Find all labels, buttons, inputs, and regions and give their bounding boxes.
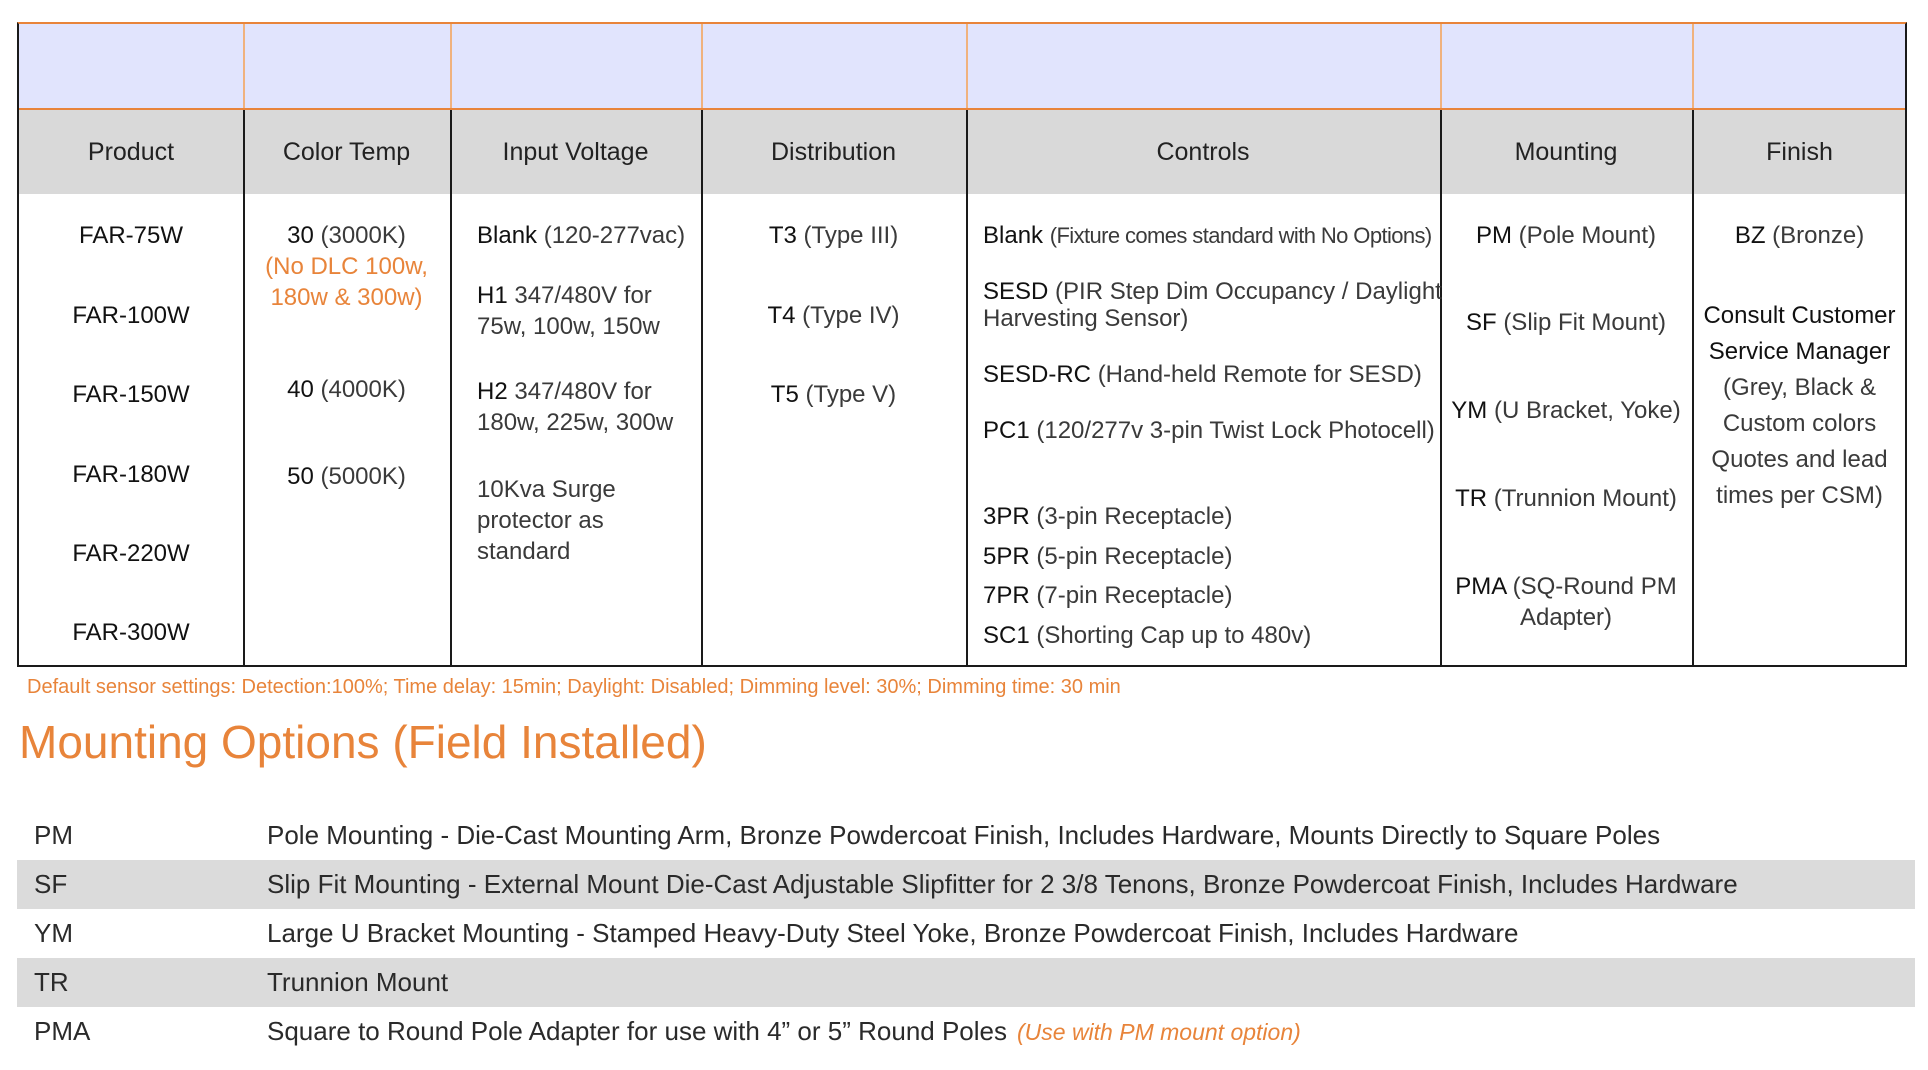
table-top-band	[19, 24, 1905, 110]
list-item	[17, 860, 1915, 909]
mount-code: YM	[34, 918, 73, 948]
header-distribution: Distribution	[770, 137, 897, 166]
controls-item: Blank (Fixture comes standard with No Options)	[983, 222, 1432, 249]
list-item	[17, 958, 1915, 1007]
product-item: FAR-220W	[72, 540, 190, 567]
mount-code: TR	[34, 967, 69, 997]
list-item	[17, 1007, 1915, 1056]
controls-item: PC1 (120/277v 3-pin Twist Lock Photocell)	[983, 417, 1435, 444]
header-product: Product	[87, 137, 175, 166]
distribution-item: T5 (Type V)	[770, 381, 897, 408]
section-title: Mounting Options (Field Installed)	[19, 716, 707, 768]
mount-description: Slip Fit Mounting - External Mount Die-Cast Adjustable Slipfitter for 2 3/8 Tenons, Bronze Powdercoat Finish, Includes Hardware	[267, 869, 1738, 899]
ordering-table	[17, 22, 1907, 667]
product-item: FAR-180W	[72, 461, 190, 488]
product-item: FAR-150W	[72, 381, 190, 408]
color-temp-item: 40 (4000K)	[287, 376, 406, 403]
controls-item: 3PR (3-pin Receptacle)	[983, 503, 1233, 530]
color-temp-item: 30 (3000K) (No DLC 100w, 180w & 300w)	[243, 220, 450, 313]
mount-description: Large U Bracket Mounting - Stamped Heavy-Duty Steel Yoke, Bronze Powdercoat Finish, Includes Hardware	[267, 918, 1519, 948]
mounting-item: PMA (SQ-Round PM Adapter)	[1455, 573, 1677, 631]
mounting-item: SF (Slip Fit Mount)	[1465, 309, 1667, 336]
distribution-item: T3 (Type III)	[768, 222, 899, 249]
controls-item: SESD-RC (Hand-held Remote for SESD)	[983, 361, 1422, 388]
header-input-voltage: Input Voltage	[502, 137, 649, 166]
header-color-temp: Color Temp	[282, 137, 411, 166]
product-item: FAR-300W	[72, 619, 190, 646]
mounting-item: TR (Trunnion Mount)	[1455, 485, 1677, 512]
header-mounting: Mounting	[1514, 137, 1618, 166]
mount-note: (Use with PM mount option)	[1017, 1019, 1301, 1045]
list-item	[17, 811, 1915, 860]
controls-item: 7PR (7-pin Receptacle)	[983, 582, 1233, 609]
mount-code: SF	[34, 869, 68, 899]
input-voltage-item: H1 347/480V for 75w, 100w, 150w	[477, 282, 660, 340]
product-item: FAR-75W	[78, 222, 183, 249]
mount-description: Trunnion Mount	[267, 967, 449, 997]
finish-consult-note: Consult Customer Service Manager (Grey, Black & Custom colors Quotes and lead times per CSM)	[1703, 302, 1896, 509]
controls-item: SESD (PIR Step Dim Occupancy / Daylight Harvesting Sensor)	[983, 278, 1442, 332]
header-controls: Controls	[1156, 137, 1250, 166]
finish-item: BZ (Bronze)	[1734, 222, 1865, 249]
distribution-item: T4 (Type IV)	[767, 302, 900, 329]
mount-description: Square to Round Pole Adapter for use with 4” or 5” Round Poles (Use with PM mount option)	[267, 1016, 1301, 1046]
dlc-note: (No DLC 100w, 180w & 300w)	[265, 253, 428, 311]
list-item	[17, 909, 1915, 958]
mounting-item: YM (U Bracket, Yoke)	[1451, 397, 1681, 424]
mount-code: PM	[34, 820, 73, 850]
product-item: FAR-100W	[72, 302, 190, 329]
mount-code: PMA	[34, 1016, 91, 1046]
mounting-item: PM (Pole Mount)	[1475, 222, 1657, 249]
surge-protector-note: 10Kva Surge protector as standard	[477, 476, 616, 565]
mounting-options-list	[17, 811, 1915, 1056]
controls-item: SC1 (Shorting Cap up to 480v)	[983, 622, 1312, 649]
header-finish: Finish	[1766, 137, 1833, 166]
mount-description: Pole Mounting - Die-Cast Mounting Arm, Bronze Powdercoat Finish, Includes Hardware, Mounts Directly to Square Poles	[267, 820, 1661, 850]
color-temp-item: 50 (5000K)	[287, 463, 406, 490]
default-sensor-settings: Default sensor settings: Detection:100%; Time delay: 15min; Daylight: Disabled; Dimming level: 30%; Dimming time: 30 min	[27, 676, 1121, 698]
input-voltage-item: H2 347/480V for 180w, 225w, 300w	[477, 378, 674, 436]
controls-item: 5PR (5-pin Receptacle)	[983, 543, 1233, 570]
input-voltage-item: Blank (120-277vac)	[477, 222, 686, 249]
